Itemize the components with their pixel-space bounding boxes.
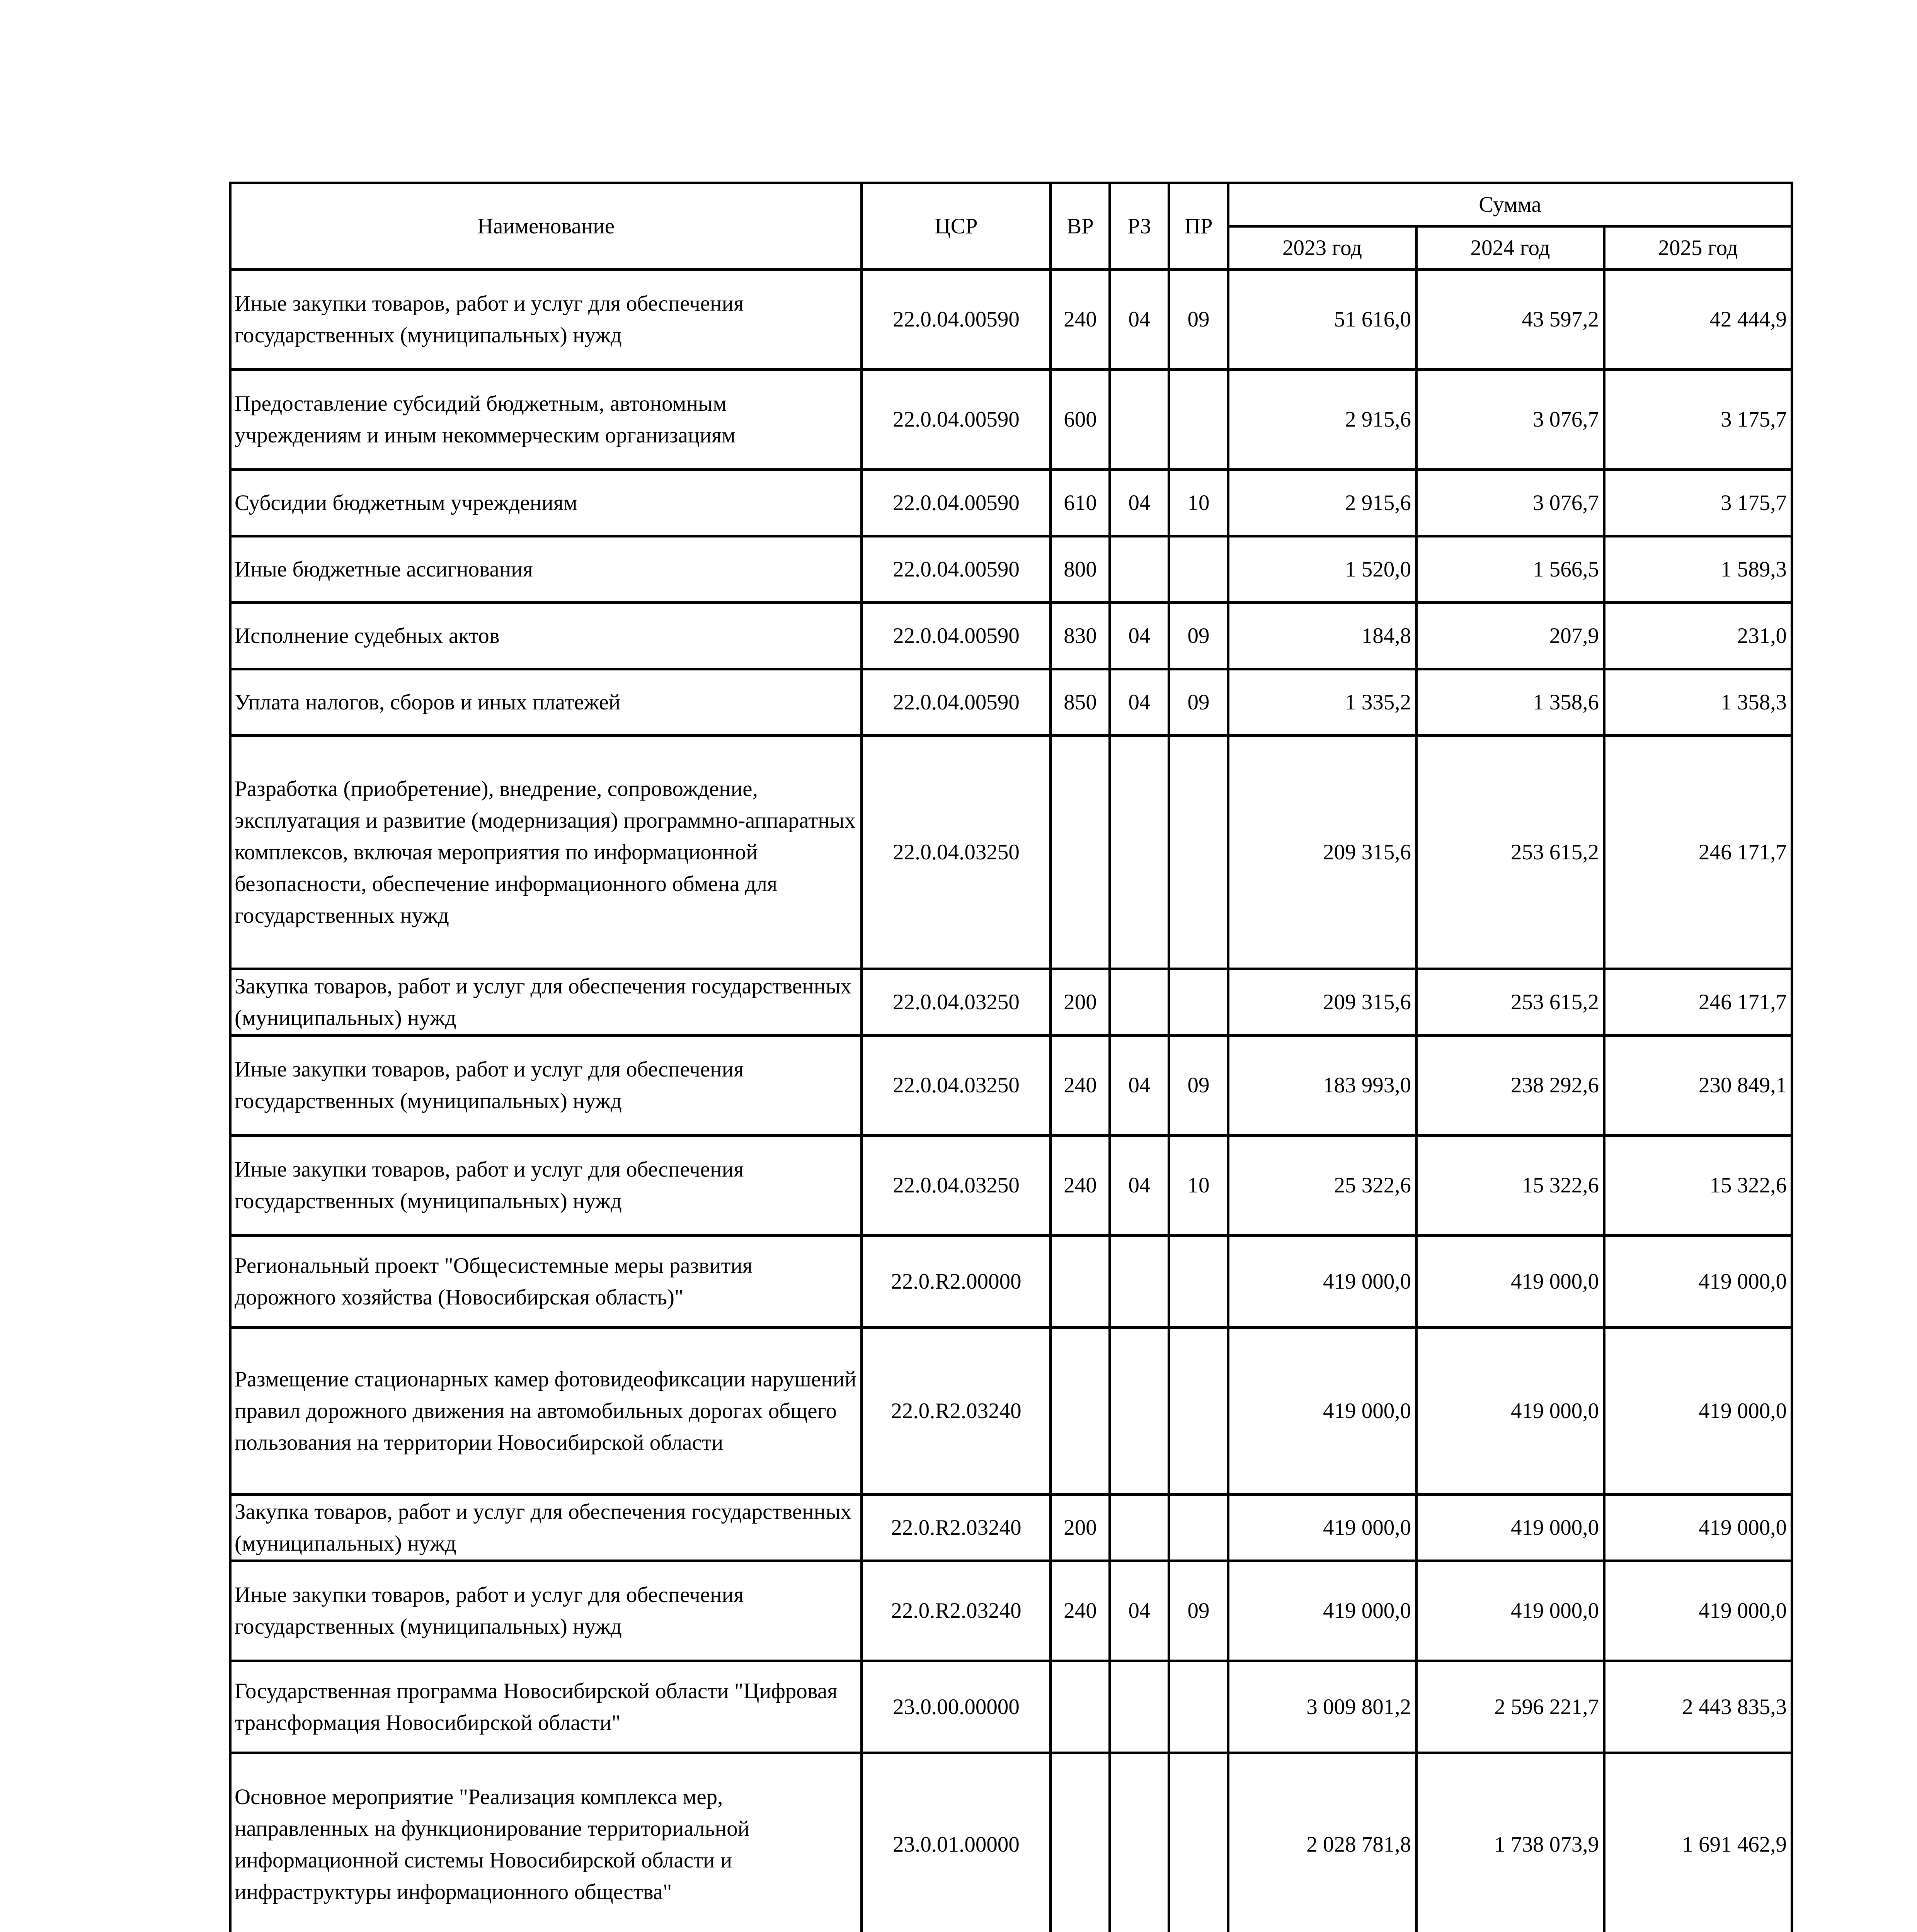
- row-sum-2024: 238 292,6: [1416, 1036, 1604, 1136]
- row-sum-2023: 1 520,0: [1228, 536, 1416, 603]
- row-vr: 200: [1051, 969, 1110, 1036]
- row-sum-2025: 419 000,0: [1604, 1495, 1792, 1561]
- table-row: [230, 536, 1792, 603]
- table-row: [230, 603, 1792, 669]
- row-sum-2025: 3 175,7: [1604, 470, 1792, 536]
- table-row: [230, 969, 1792, 1036]
- header-year-2024: 2024 год: [1416, 226, 1604, 270]
- row-rz: 04: [1110, 1036, 1169, 1136]
- row-pr: [1169, 736, 1228, 969]
- row-sum-2024: 1 566,5: [1416, 536, 1604, 603]
- row-sum-2024: 419 000,0: [1416, 1328, 1604, 1495]
- row-sum-2023: 1 335,2: [1228, 669, 1416, 736]
- row-csr: 22.0.04.00590: [862, 370, 1051, 470]
- table-row: [230, 370, 1792, 470]
- row-sum-2023: 25 322,6: [1228, 1136, 1416, 1236]
- row-sum-2023: 419 000,0: [1228, 1236, 1416, 1328]
- row-vr: 610: [1051, 470, 1110, 536]
- row-rz: 04: [1110, 470, 1169, 536]
- row-csr: 22.0.04.03250: [862, 736, 1051, 969]
- table-row: [230, 1036, 1792, 1136]
- header-rz: РЗ: [1110, 183, 1169, 270]
- budget-table: [229, 182, 1793, 1932]
- row-vr: 800: [1051, 536, 1110, 603]
- row-csr: 22.0.04.00590: [862, 536, 1051, 603]
- row-csr: 22.0.04.00590: [862, 669, 1051, 736]
- table-row: [230, 1328, 1792, 1495]
- table-row: [230, 736, 1792, 969]
- row-vr: [1051, 1328, 1110, 1495]
- row-pr: [1169, 969, 1228, 1036]
- row-csr: 22.0.R2.00000: [862, 1236, 1051, 1328]
- row-sum-2023: 2 028 781,8: [1228, 1753, 1416, 1932]
- row-sum-2024: 419 000,0: [1416, 1495, 1604, 1561]
- row-sum-2023: 183 993,0: [1228, 1036, 1416, 1136]
- row-pr: [1169, 1661, 1228, 1753]
- row-sum-2023: 184,8: [1228, 603, 1416, 669]
- table-row: [230, 1753, 1792, 1932]
- row-sum-2023: 209 315,6: [1228, 969, 1416, 1036]
- row-name: Исполнение судебных актов: [230, 603, 862, 669]
- row-pr: [1169, 1753, 1228, 1932]
- row-pr: [1169, 370, 1228, 470]
- row-pr: 09: [1169, 1561, 1228, 1661]
- row-name: Разработка (приобретение), внедрение, сопровождение, эксплуатация и развитие (модернизация) программно-аппаратных комплексов, включая мероприятия по информационной безопасности, обеспечение информационного обмена для государственных нужд: [230, 736, 862, 969]
- row-sum-2024: 419 000,0: [1416, 1561, 1604, 1661]
- row-sum-2025: 419 000,0: [1604, 1561, 1792, 1661]
- row-sum-2024: 419 000,0: [1416, 1236, 1604, 1328]
- row-rz: [1110, 1328, 1169, 1495]
- header-name: Наименование: [230, 183, 862, 270]
- row-sum-2025: 3 175,7: [1604, 370, 1792, 470]
- row-name: Иные бюджетные ассигнования: [230, 536, 862, 603]
- row-rz: [1110, 1495, 1169, 1561]
- row-sum-2025: 15 322,6: [1604, 1136, 1792, 1236]
- row-sum-2024: 1 738 073,9: [1416, 1753, 1604, 1932]
- row-sum-2025: 419 000,0: [1604, 1236, 1792, 1328]
- row-csr: 23.0.01.00000: [862, 1753, 1051, 1932]
- row-vr: 240: [1051, 1561, 1110, 1661]
- row-rz: [1110, 736, 1169, 969]
- table-row: [230, 1661, 1792, 1753]
- header-pr: ПР: [1169, 183, 1228, 270]
- row-rz: [1110, 536, 1169, 603]
- row-sum-2025: 42 444,9: [1604, 270, 1792, 370]
- row-pr: [1169, 536, 1228, 603]
- header-year-2025: 2025 год: [1604, 226, 1792, 270]
- row-name: Предоставление субсидий бюджетным, автономным учреждениям и иным некоммерческим организациям: [230, 370, 862, 470]
- row-sum-2025: 246 171,7: [1604, 736, 1792, 969]
- row-name: Размещение стационарных камер фотовидеофиксации нарушений правил дорожного движения на автомобильных дорогах общего пользования на территории Новосибирской области: [230, 1328, 862, 1495]
- row-sum-2025: 1 691 462,9: [1604, 1753, 1792, 1932]
- row-vr: [1051, 736, 1110, 969]
- row-csr: 22.0.04.00590: [862, 270, 1051, 370]
- row-name: Закупка товаров, работ и услуг для обеспечения государственных (муниципальных) нужд: [230, 1495, 862, 1561]
- row-sum-2024: 3 076,7: [1416, 470, 1604, 536]
- row-vr: [1051, 1236, 1110, 1328]
- row-vr: 240: [1051, 1036, 1110, 1136]
- row-name: Иные закупки товаров, работ и услуг для обеспечения государственных (муниципальных) нужд: [230, 1561, 862, 1661]
- row-sum-2023: 51 616,0: [1228, 270, 1416, 370]
- table-row: [230, 669, 1792, 736]
- row-sum-2025: 230 849,1: [1604, 1036, 1792, 1136]
- row-sum-2024: 43 597,2: [1416, 270, 1604, 370]
- row-pr: 10: [1169, 1136, 1228, 1236]
- row-name: Основное мероприятие "Реализация комплекса мер, направленных на функционирование территориальной информационной системы Новосибирской области и инфраструктуры информационного общества": [230, 1753, 862, 1932]
- row-sum-2023: 209 315,6: [1228, 736, 1416, 969]
- row-sum-2024: 1 358,6: [1416, 669, 1604, 736]
- row-sum-2025: 1 589,3: [1604, 536, 1792, 603]
- row-name: Государственная программа Новосибирской области "Цифровая трансформация Новосибирской области": [230, 1661, 862, 1753]
- table-row: [230, 1236, 1792, 1328]
- row-sum-2024: 253 615,2: [1416, 736, 1604, 969]
- row-sum-2025: 231,0: [1604, 603, 1792, 669]
- row-name: Закупка товаров, работ и услуг для обеспечения государственных (муниципальных) нужд: [230, 969, 862, 1036]
- row-pr: 10: [1169, 470, 1228, 536]
- row-csr: 22.0.R2.03240: [862, 1561, 1051, 1661]
- row-pr: 09: [1169, 1036, 1228, 1136]
- row-pr: 09: [1169, 669, 1228, 736]
- row-sum-2023: 3 009 801,2: [1228, 1661, 1416, 1753]
- row-sum-2025: 246 171,7: [1604, 969, 1792, 1036]
- row-name: Уплата налогов, сборов и иных платежей: [230, 669, 862, 736]
- row-csr: 22.0.04.03250: [862, 969, 1051, 1036]
- row-sum-2023: 419 000,0: [1228, 1561, 1416, 1661]
- row-vr: 830: [1051, 603, 1110, 669]
- row-csr: 22.0.04.00590: [862, 470, 1051, 536]
- row-vr: 200: [1051, 1495, 1110, 1561]
- table-row: [230, 1495, 1792, 1561]
- row-name: Иные закупки товаров, работ и услуг для обеспечения государственных (муниципальных) нужд: [230, 1036, 862, 1136]
- row-rz: [1110, 1661, 1169, 1753]
- row-sum-2025: 419 000,0: [1604, 1328, 1792, 1495]
- table-header: [230, 183, 1792, 270]
- table-row: [230, 1561, 1792, 1661]
- row-vr: 600: [1051, 370, 1110, 470]
- row-rz: 04: [1110, 603, 1169, 669]
- row-sum-2025: 2 443 835,3: [1604, 1661, 1792, 1753]
- row-vr: [1051, 1661, 1110, 1753]
- row-rz: [1110, 1236, 1169, 1328]
- row-rz: 04: [1110, 270, 1169, 370]
- row-rz: 04: [1110, 669, 1169, 736]
- row-rz: [1110, 1753, 1169, 1932]
- row-pr: 09: [1169, 270, 1228, 370]
- row-pr: 09: [1169, 603, 1228, 669]
- row-name: Субсидии бюджетным учреждениям: [230, 470, 862, 536]
- row-vr: 240: [1051, 270, 1110, 370]
- row-sum-2024: 207,9: [1416, 603, 1604, 669]
- row-sum-2023: 2 915,6: [1228, 470, 1416, 536]
- row-csr: 22.0.04.03250: [862, 1136, 1051, 1236]
- row-name: Региональный проект "Общесистемные меры развития дорожного хозяйства (Новосибирская область)": [230, 1236, 862, 1328]
- row-csr: 22.0.04.03250: [862, 1036, 1051, 1136]
- header-year-2023: 2023 год: [1228, 226, 1416, 270]
- row-sum-2024: 2 596 221,7: [1416, 1661, 1604, 1753]
- row-csr: 22.0.04.00590: [862, 603, 1051, 669]
- row-rz: 04: [1110, 1136, 1169, 1236]
- row-sum-2024: 15 322,6: [1416, 1136, 1604, 1236]
- header-sum: Сумма: [1228, 183, 1792, 226]
- header-vr: ВР: [1051, 183, 1110, 270]
- table-row: [230, 1136, 1792, 1236]
- table-row: [230, 270, 1792, 370]
- row-sum-2025: 1 358,3: [1604, 669, 1792, 736]
- row-csr: 22.0.R2.03240: [862, 1328, 1051, 1495]
- row-vr: 850: [1051, 669, 1110, 736]
- row-vr: [1051, 1753, 1110, 1932]
- row-pr: [1169, 1328, 1228, 1495]
- row-csr: 23.0.00.00000: [862, 1661, 1051, 1753]
- row-csr: 22.0.R2.03240: [862, 1495, 1051, 1561]
- row-vr: 240: [1051, 1136, 1110, 1236]
- row-rz: [1110, 370, 1169, 470]
- table-row: [230, 470, 1792, 536]
- row-sum-2024: 253 615,2: [1416, 969, 1604, 1036]
- row-sum-2023: 419 000,0: [1228, 1495, 1416, 1561]
- row-rz: [1110, 969, 1169, 1036]
- table-body: [230, 270, 1792, 1932]
- row-sum-2023: 2 915,6: [1228, 370, 1416, 470]
- row-pr: [1169, 1236, 1228, 1328]
- row-rz: 04: [1110, 1561, 1169, 1661]
- row-sum-2024: 3 076,7: [1416, 370, 1604, 470]
- row-sum-2023: 419 000,0: [1228, 1328, 1416, 1495]
- header-csr: ЦСР: [862, 183, 1051, 270]
- row-name: Иные закупки товаров, работ и услуг для обеспечения государственных (муниципальных) нужд: [230, 1136, 862, 1236]
- row-pr: [1169, 1495, 1228, 1561]
- row-name: Иные закупки товаров, работ и услуг для обеспечения государственных (муниципальных) нужд: [230, 270, 862, 370]
